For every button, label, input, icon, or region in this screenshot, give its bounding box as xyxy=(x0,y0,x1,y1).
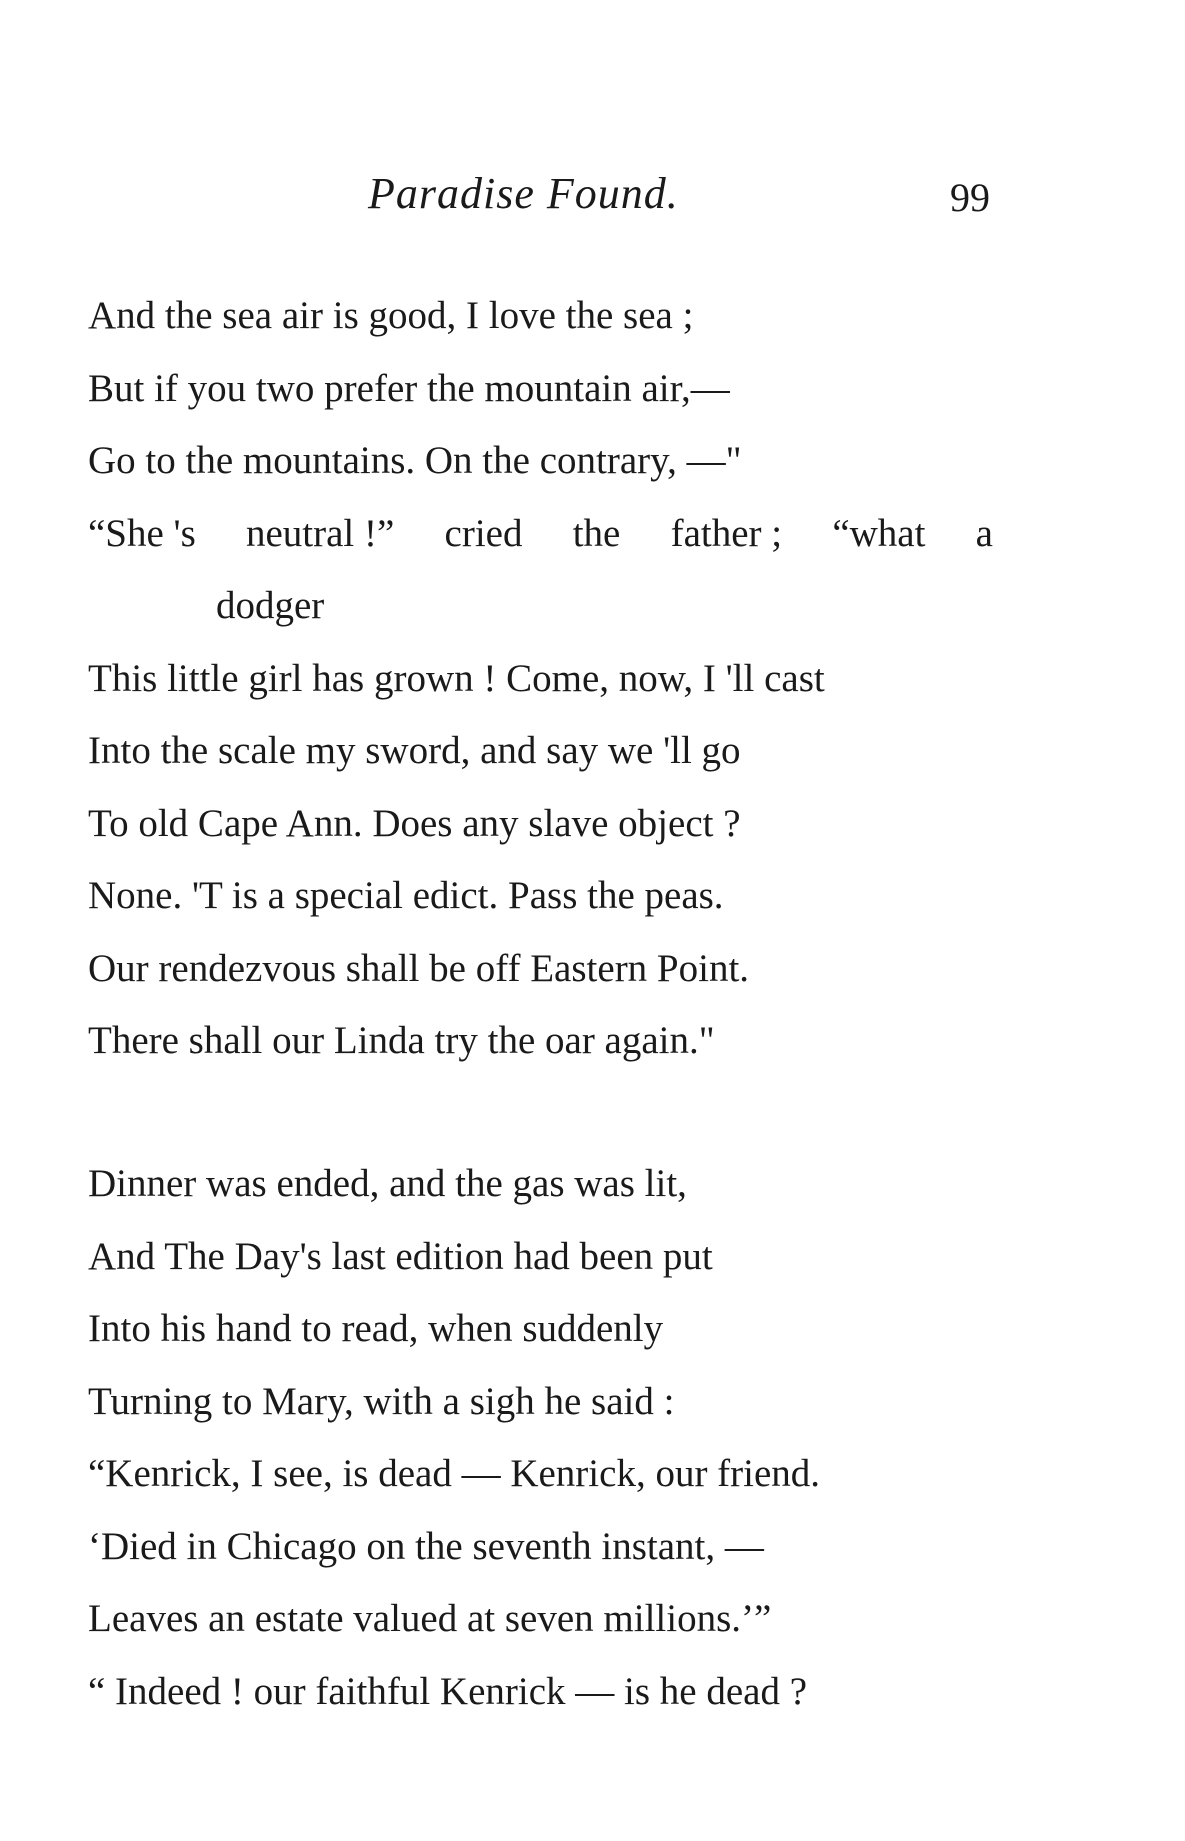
running-title: Paradise Found. xyxy=(368,169,679,218)
verse-line: This little girl has grown ! Come, now, I 'll cast xyxy=(88,656,825,700)
running-head xyxy=(0,168,1185,228)
verse-word: cried xyxy=(444,511,523,555)
page-number: 99 xyxy=(950,175,990,220)
verse-line: There shall our Linda try the oar again." xyxy=(88,1019,715,1062)
verse-line: “Kenrick, I see, is dead — Kenrick, our friend. xyxy=(88,1452,821,1495)
verse-word: father ; xyxy=(670,511,783,555)
verse-line: “ Indeed ! our faithful Kenrick — is he dead ? xyxy=(88,1669,808,1713)
verse-line: Our rendezvous shall be off Eastern Point. xyxy=(88,946,750,990)
verse-line: Into his hand to read, when suddenly xyxy=(88,1307,664,1350)
verse-line: None. 'T is a special edict. Pass the peas. xyxy=(88,874,724,917)
verse-line: Go to the mountains. On the contrary, —" xyxy=(88,439,742,482)
verse-word: the xyxy=(572,511,621,555)
verse-line: Into the scale my sword, and say we 'll go xyxy=(88,729,741,772)
verse-line: Dinner was ended, and the gas was lit, xyxy=(88,1162,687,1205)
verse-line: To old Cape Ann. Does any slave object ? xyxy=(88,801,741,845)
verse-word: a xyxy=(975,511,993,555)
verse-line-continuation: dodger xyxy=(216,584,325,627)
verse-line: But if you two prefer the mountain air,— xyxy=(88,366,730,410)
stanza-1 xyxy=(88,280,1008,1078)
verse-line: And The Day's last edition had been put xyxy=(88,1234,713,1278)
verse-line: Leaves an estate valued at seven millions.’” xyxy=(88,1597,772,1640)
verse-word: neutral !” xyxy=(245,511,395,555)
stanza-2 xyxy=(88,1148,1008,1728)
verse-line: And the sea air is good, I love the sea ; xyxy=(88,294,694,337)
verse-line: ‘Died in Chicago on the seventh instant, — xyxy=(88,1524,764,1568)
verse-word: “She 's xyxy=(88,511,196,555)
verse-word: “what xyxy=(832,511,926,555)
verse-line: Turning to Mary, with a sigh he said : xyxy=(88,1379,675,1423)
verse-line-justified xyxy=(88,498,993,571)
